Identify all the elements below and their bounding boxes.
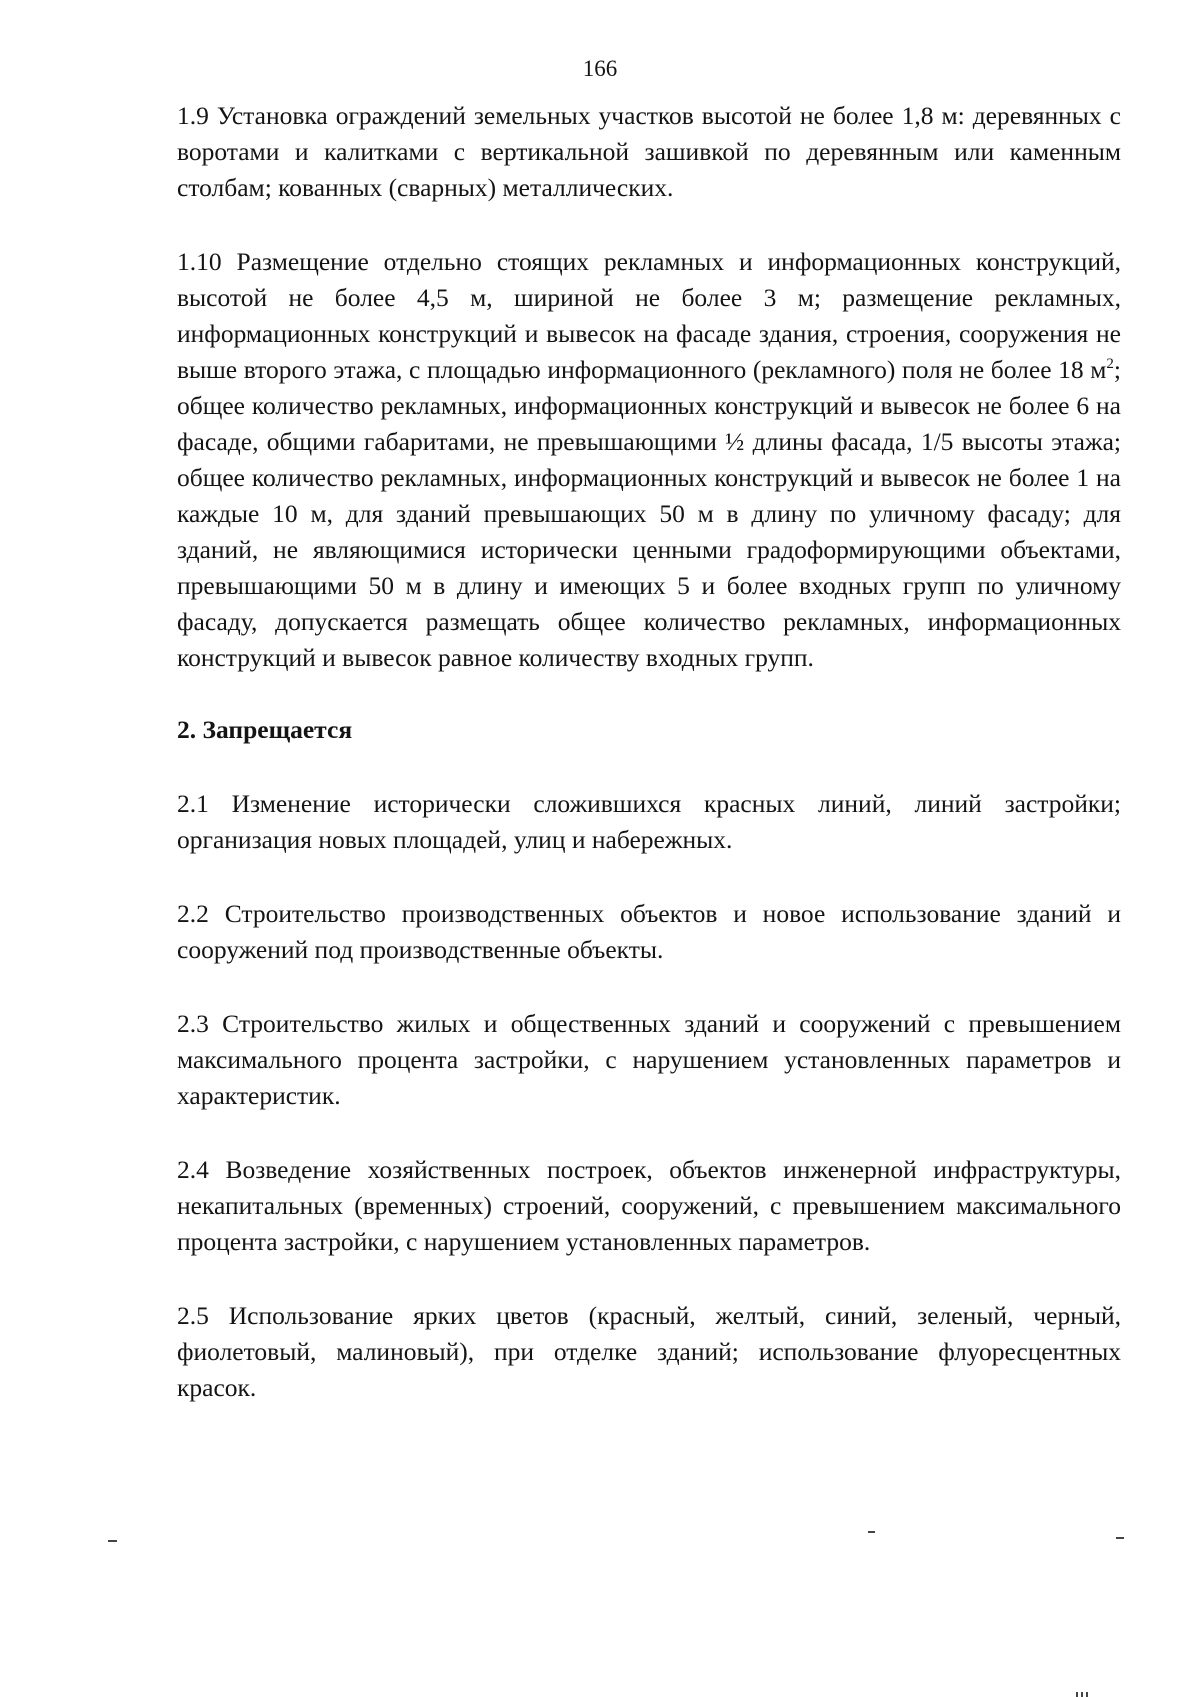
scan-speck [1081, 1692, 1083, 1697]
scan-speck [1076, 1692, 1078, 1697]
page-number: 166 [582, 56, 618, 81]
clause-2-1: 2.1 Изменение исторически сложившихся красных линий, линий застройки; организация новых площадей, улиц и набережных. [177, 789, 1121, 854]
scan-speck [1086, 1692, 1088, 1697]
scan-speck [868, 1531, 875, 1533]
scan-speck [1116, 1537, 1124, 1539]
clause-2-2: 2.2 Строительство производственных объектов и новое использование зданий и сооружений под производственные объекты. [177, 899, 1121, 964]
clause-1-10-part-a: 1.10 Размещение отдельно стоящих рекламных и информационных конструкций, высотой не более 4,5 м, шириной не более 3 м; размещение рекламных, информационных конструкций и вывесок на фасаде здания, строения, сооружения не выше второго этажа, с площадью информационного (рекламного) поля не более 18 м [177, 247, 1121, 384]
clause-2-5: 2.5 Использование ярких цветов (красный, желтый, синий, зеленый, черный, фиолетовый, малиновый), при отделке зданий; использование флуоресцентных красок. [177, 1301, 1121, 1402]
clause-2-4: 2.4 Возведение хозяйственных построек, объектов инженерной инфраструктуры, некапитальных (временных) строений, сооружений, с превышением максимального процента застройки, с нарушением установленных параметров. [177, 1155, 1121, 1256]
scan-speck [108, 1540, 117, 1542]
section-heading-prohibited: 2. Запрещается [177, 715, 353, 744]
clause-1-9: 1.9 Установка ограждений земельных участков высотой не более 1,8 м: деревянных с воротами и калитками с вертикальной зашивкой по деревянным или каменным столбам; кованных (сварных) металлических. [177, 101, 1121, 202]
superscript-square: 2 [1106, 356, 1114, 372]
clause-2-3: 2.3 Строительство жилых и общественных зданий и сооружений с превышением максимального процента застройки, с нарушением установленных параметров и характеристик. [177, 1009, 1121, 1110]
document-body [177, 98, 1121, 1444]
clause-1-10 [177, 244, 1121, 676]
clause-1-10-part-b: ; общее количество рекламных, информационных конструкций и вывесок не более 6 на фасаде, общими габаритами, не превышающими ½ длины фасада, 1/5 высоты этажа; общее количество рекламных, информационных конструкций и вывесок не более 1 на каждые 10 м, для зданий превышающих 50 м в длину по уличному фасаду; для зданий, не являющимися исторически ценными градоформирующими объектами, превышающими 50 м в длину и имеющих 5 и более входных групп по уличному фасаду, допускается размещать общее количество рекламных, информационных конструкций и вывесок равное количеству входных групп. [177, 355, 1121, 672]
